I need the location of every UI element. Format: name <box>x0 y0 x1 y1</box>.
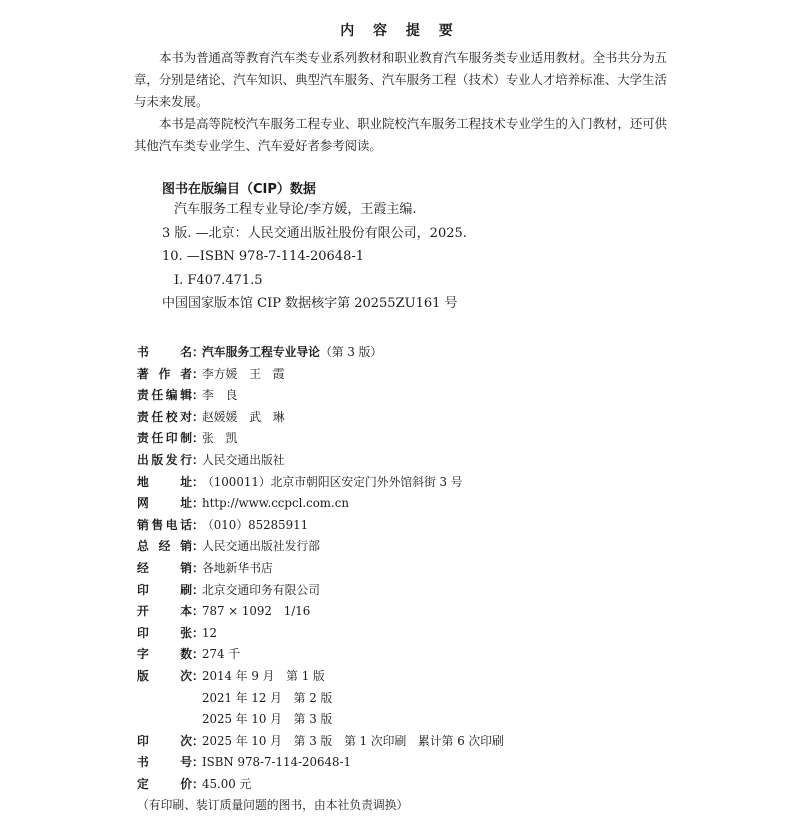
content-summary <box>134 47 674 157</box>
label-editor: 责任编辑 <box>137 388 192 403</box>
row-edition: 版次 ： 2014 年 9 月 第 1 版 <box>137 666 697 688</box>
label-website: 网址 <box>137 496 192 511</box>
row-dealer: 经销 ： 各地新华书店 <box>137 558 697 580</box>
cip-data <box>162 198 682 316</box>
value-editor: 李 良 <box>202 388 238 403</box>
value-edition-2: 2021 年 12 月 第 2 版 <box>202 690 333 705</box>
value-distributor: 人民交通出版社发行部 <box>202 539 320 554</box>
cip-heading: 图书在版编目（CIP）数据 <box>162 182 316 197</box>
label-author: 著作者 <box>137 366 192 381</box>
label-publisher: 出版发行 <box>137 452 192 467</box>
label-distributor: 总经销 <box>137 539 192 554</box>
row-sheets: 印张 ： 12 <box>137 623 697 645</box>
label-price: 定价 <box>137 776 192 791</box>
page-title: 内 容 提 要 <box>340 23 460 39</box>
label-proofreader: 责任校对 <box>137 409 192 424</box>
value-format: 787 × 1092 1/16 <box>202 604 311 619</box>
value-dealer: 各地新华书店 <box>202 560 273 575</box>
cip-line-1: 汽车服务工程专业导论/李方媛，王霞主编. <box>174 202 417 217</box>
cip-line-5: 中国国家版本馆 CIP 数据核字第 20255ZU161 号 <box>162 296 458 311</box>
label-edition: 版次 <box>137 668 192 683</box>
row-format: 开本 ： 787 × 1092 1/16 <box>137 601 697 623</box>
summary-paragraph-1: 本书为普通高等教育汽车类专业系列教材和职业教育汽车服务类专业适用教材。全书共分为五章，分别是绪论、汽车知识、典型汽车服务、汽车服务工程（技术）专业人才培养标准、大学生活与未来发展。 <box>134 50 668 109</box>
value-proofreader: 赵媛媛 武 琳 <box>202 409 285 424</box>
value-author: 李方媛 王 霞 <box>202 366 285 381</box>
label-book-title: 书名 <box>137 345 192 359</box>
row-quality-note <box>137 795 697 817</box>
publication-info <box>137 342 697 817</box>
value-printer: 北京交通印务有限公司 <box>202 582 320 597</box>
value-words: 274 千 <box>202 647 241 662</box>
cip-line-4: Ⅰ. F407.471.5 <box>174 272 263 288</box>
value-sheets: 12 <box>202 625 218 640</box>
row-edition-2 <box>137 688 697 710</box>
row-website: 网址 ： http://www.ccpcl.com.cn <box>137 493 697 515</box>
row-printer: 印刷 ： 北京交通印务有限公司 <box>137 580 697 602</box>
value-publisher: 人民交通出版社 <box>202 452 285 467</box>
label-format: 开本 <box>137 604 192 619</box>
cip-line-3: 10. —ISBN 978-7-114-20648-1 <box>162 249 365 264</box>
label-phone: 销售电话 <box>137 517 192 532</box>
row-phone: 销售电话 ： （010）85285911 <box>137 515 697 537</box>
value-phone: （010）85285911 <box>202 517 309 532</box>
value-book-title <box>202 342 382 364</box>
row-editor: 责任编辑 ： 李 良 <box>137 385 697 407</box>
value-edition-3: 2025 年 10 月 第 3 版 <box>202 712 333 727</box>
value-impression: 2025 年 10 月 第 3 版 第 1 次印刷 累计第 6 次印刷 <box>202 733 504 748</box>
quality-note: （有印刷、装订质量问题的图书，由本社负责调换） <box>137 798 409 813</box>
label-sheets: 印张 <box>137 625 192 640</box>
label-print-manager: 责任印制 <box>137 431 192 446</box>
row-address: 地址 ： （100011）北京市朝阳区安定门外外馆斜街 3 号 <box>137 472 697 494</box>
row-author: 著作者 ： 李方媛 王 霞 <box>137 364 697 386</box>
label-isbn: 书号 <box>137 755 192 770</box>
row-words: 字数 ： 274 千 <box>137 644 697 666</box>
row-impression: 印次 ： 2025 年 10 月 第 3 版 第 1 次印刷 累计第 6 次印刷 <box>137 731 697 753</box>
value-address: （100011）北京市朝阳区安定门外外馆斜街 3 号 <box>202 474 463 489</box>
row-proofreader: 责任校对 ： 赵媛媛 武 琳 <box>137 407 697 429</box>
label-address: 地址 <box>137 474 192 489</box>
row-book-title: 书名 ： 汽车服务工程专业导论（第 3 版） <box>137 342 697 364</box>
row-edition-3 <box>137 709 697 731</box>
book-edition-text: （第 3 版） <box>319 345 383 359</box>
book-title-text: 汽车服务工程专业导论 <box>202 345 320 359</box>
value-edition-1: 2014 年 9 月 第 1 版 <box>202 668 325 683</box>
summary-paragraph-2: 本书是高等院校汽车服务工程专业、职业院校汽车服务工程技术专业学生的入门教材，还可供其他汽车类专业学生、汽车爱好者参考阅读。 <box>134 116 668 153</box>
label-printer: 印刷 <box>137 582 192 597</box>
row-isbn: 书号 ： ISBN 978-7-114-20648-1 <box>137 752 697 774</box>
value-website: http://www.ccpcl.com.cn <box>202 496 349 511</box>
label-impression: 印次 <box>137 733 192 748</box>
row-print-manager: 责任印制 ： 张 凯 <box>137 428 697 450</box>
value-price: 45.00 元 <box>202 776 252 791</box>
row-distributor: 总经销 ： 人民交通出版社发行部 <box>137 536 697 558</box>
value-print-manager: 张 凯 <box>202 431 238 446</box>
row-price: 定价 ： 45.00 元 <box>137 774 697 796</box>
cip-line-2: 3 版. —北京：人民交通出版社股份有限公司，2025. <box>162 225 467 241</box>
label-dealer: 经销 <box>137 560 192 575</box>
value-isbn: ISBN 978-7-114-20648-1 <box>202 755 351 770</box>
label-words: 字数 <box>137 647 192 662</box>
row-publisher: 出版发行 ： 人民交通出版社 <box>137 450 697 472</box>
